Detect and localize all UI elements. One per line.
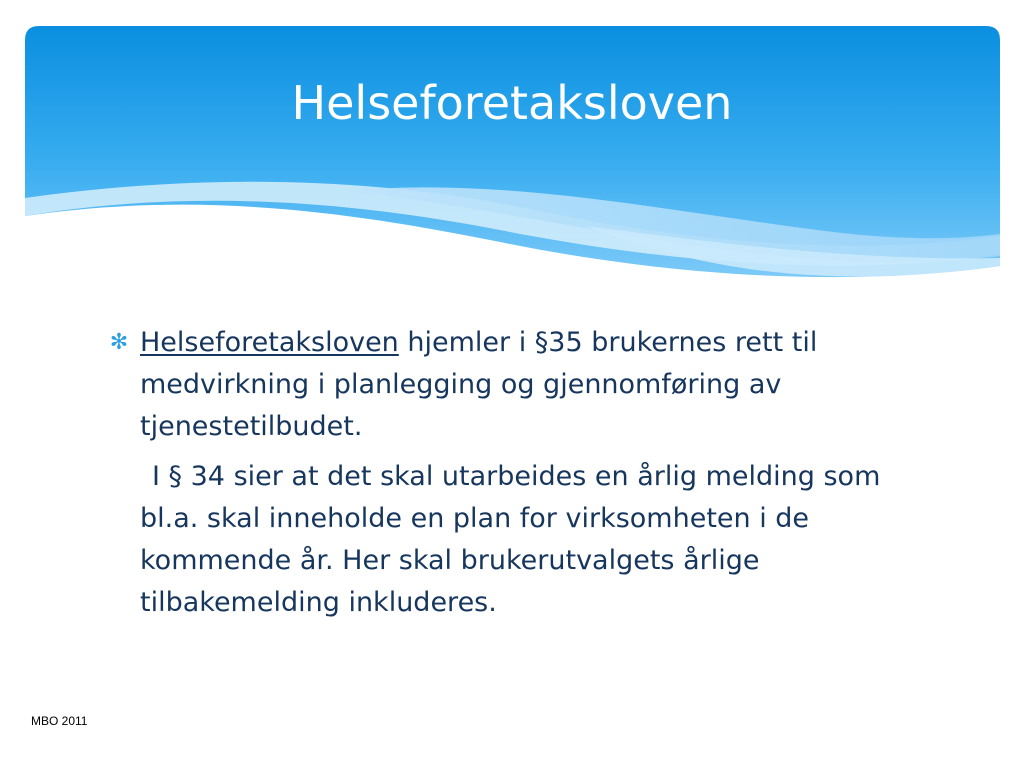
bullet-text: hjemler i §35 brukernes rett til medvirkning i planlegging og gjennomføring av tjenestetilbudet. (140, 327, 818, 442)
paragraph-two: I § 34 sier at det skal utarbeides en årlig melding som bl.a. skal inneholde en plan for virksomheten i de kommende år. Her skal brukerutvalgets årlige tilbakemelding inkluderes. (140, 461, 881, 618)
footer-text: MBO 2011 (31, 714, 88, 728)
bullet-item (108, 322, 888, 448)
slide-title: Helseforetaksloven (291, 76, 733, 130)
header-wave-graphic (25, 26, 1000, 286)
asterisk-bullet-icon: ✻ (109, 330, 129, 355)
slide-body (108, 322, 888, 624)
helseforetaksloven-link[interactable]: Helseforetaksloven (140, 327, 399, 358)
header-banner (25, 26, 1000, 286)
